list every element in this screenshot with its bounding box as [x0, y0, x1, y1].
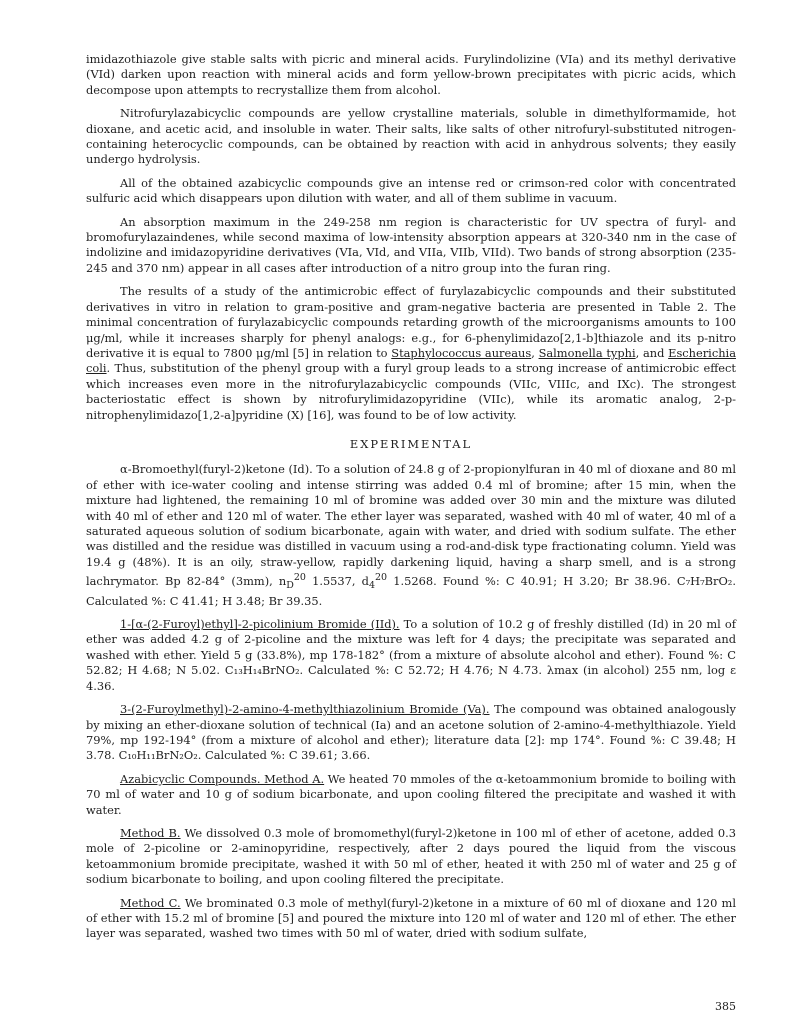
superscript: 20 — [375, 572, 388, 584]
paragraph-uv-spectra: An absorption maximum in the 249-258 nm region is characteristic for UV spectra of furyl- and bromofurylazaindenes, while second maxima of low-intensity absorption appears at 320-340 nm in the case of indolizine and imidazopyridine derivatives (VIa, VId, and VIIa, VIIb, VIId). Two bands of strong absorption (235-245 and 370 nm) appear in all cases after introduction of a nitro group into the furan ring. — [86, 214, 736, 275]
compound-title: 1-[α-(2-Furoyl)ethyl]-2-picolinium Bromide (IId). — [120, 617, 400, 632]
paragraph-picolinium-bromide — [86, 617, 736, 694]
paragraph-salts: imidazothiazole give stable salts with picric and mineral acids. Furylindolizine (VIa) and its methyl derivative (VId) darken upon reaction with mineral acids and form yellow-brown precipitates with picric acids, which decompose upon attempts to recrystallize them from alcohol. — [86, 52, 736, 97]
page-body — [86, 52, 736, 950]
subscript: 4 — [368, 580, 376, 592]
text-run: We brominated 0.3 mole of methyl(furyl-2)ketone in a mixture of 60 ml of dioxane and 120 ml of ether with 15.2 ml of bromine [5] and poured the mixture into 120 ml of water and 120 ml of ether. The ether layer was separated, washed two times with 50 ml of water, dried with sodium sulfate, — [86, 895, 736, 941]
page-number: 385 — [715, 1000, 736, 1013]
method-title: Method B. — [120, 825, 181, 840]
text-run: 1.5268. Found %: C 40.91; H 3.20; Br 38.96. C₇H₇BrO₂. Calculated %: C 41.41; H 3.48; Br 39.35. — [86, 573, 736, 608]
text-run: We dissolved 0.3 mole of bromomethyl(furyl-2)ketone in 100 ml of ether of acetone, added 0.3 mole of 2-picoline or 2-aminopyridine, respectively, after 2 days poured the liquid from the viscous ketoammonium bromide precipitate, washed it with 50 ml of ether, heated it with 250 ml of water and 25 g of sodium bicarbonate to boiling, and upon cooling filtered the precipitate. — [86, 825, 736, 887]
organism-name: Staphylococcus aureaus — [391, 345, 532, 360]
text-run: , and — [635, 345, 669, 360]
text-run: . Thus, substitution of the phenyl group with a furyl group leads to a strong increase of antimicrobic effect which increases even more in the nitrofurylazabicyclic compounds (VIIc, VIIIc, and IXc). The strongest bacteriostatic effect is shown by nitrofurylimidazopyridine (VIIc), while its aromatic analog, 2-p-nitrophenylimidazo[1,2-a]pyridine (X) [16], was found to be of low activity. — [86, 361, 736, 422]
paragraph-bromoethyl-ketone — [86, 462, 736, 609]
text-run: The results of a study of the antimicrobic effect of furylazabicyclic compounds and their substituted derivatives in vitro in relation to gram-positive and gram-negative bacteria are presented in Table 2. The minimal concentration of furylazabicyclic compounds retarding growth of the microorganisms amounts to 100 μg/ml, while it increases sharply for phenyl analogs: e.g., for 6-phenylimidazo[2,1-b]thiazole and its p-nitro derivative it is equal to 7800 μg/ml [5] in relation to — [86, 284, 736, 360]
subscript: D — [286, 580, 294, 592]
compound-title: 3-(2-Furoylmethyl)-2-amino-4-methylthiazolinium Bromide (Va). — [120, 702, 490, 717]
text-run: 1.5537, d — [305, 573, 369, 588]
superscript: 20 — [293, 572, 306, 584]
paragraph-antimicrobic — [86, 284, 736, 423]
text-run: We heated 70 mmoles of the α-ketoammonium bromide to boiling with 70 ml of water and 10 g of sodium bicarbonate, and upon cooling filtered the precipitate and washed it with water. — [86, 771, 736, 817]
section-heading: EXPERIMENTAL — [349, 436, 473, 451]
text-run: To a solution of 10.2 g of freshly distilled (Id) in 20 ml of ether was added 4.2 g of 2-picoline and the mixture was left for 4 days; the precipitate was separated and washed with ether. Yield 5 g (33.8%), mp 178-182° (from a mixture of absolute alcohol and ether). Found %: C 52.82; H 4.68; N 5.02. C₁₃H₁₄BrNO₂. Calculated %: C 52.72; H 4.76; N 4.73. λmax (in alcohol) 255 nm, log ε 4.36. — [86, 617, 736, 693]
paragraph-method-c — [86, 896, 736, 942]
organism-name: Salmonella typhi — [538, 345, 636, 360]
text-run: α-Bromoethyl(furyl-2)ketone (Id). To a solution of 24.8 g of 2-propionylfuran in 40 ml of dioxane and 80 ml of ether with ice-water cooling and intense stirring was added 0.4 ml of bromine; after 15 min, when the mixture had lightened, the remaining 10 ml of bromine was added over 30 min and the mixture was diluted with 40 ml of ether and 120 ml of water. The ether layer was separated, washed with 40 ml of water, 40 ml of a saturated aqueous solution of sodium bicarbonate, again with water, and dried with sodium sulfate. The ether was distilled and the residue was distilled in vacuum using a rod-and-disk type fractionating column. Yield was 19.4 g (48%). It is an oily, straw-yellow, rapidly darkening liquid, having a sharp smell, and is a strong lachrymator. Bp 82-84° (3mm), n — [86, 462, 736, 588]
paragraph-method-a — [86, 772, 736, 818]
text-run: , — [531, 345, 539, 360]
paragraph-thiazolinium-bromide — [86, 702, 736, 764]
paragraph-method-b — [86, 826, 736, 888]
organism-name: Escherichia coli — [86, 345, 736, 376]
paragraph-nitrofuryl: Nitrofurylazabicyclic compounds are yellow crystalline materials, soluble in dimethylformamide, hot dioxane, and acetic acid, and insoluble in water. Their salts, like salts of other nitrofuryl-substituted nitrogen-containing heterocyclic compounds, can be obtained by reaction with acid in anhydrous solvents; they easily undergo hydrolysis. — [86, 106, 736, 167]
method-title: Azabicyclic Compounds. Method A. — [120, 771, 325, 786]
text-run: The compound was obtained analogously by mixing an ether-dioxane solution of technical (Ia) and an acetone solution of 2-amino-4-methylthiazole. Yield 79%, mp 192-194° (from a mixture of alcohol and ether); literature data [2]: mp 174°. Found %: C 39.48; H 3.78. C₁₀H₁₁BrN₂O₂. Calculated %: C 39.61; 3.66. — [86, 702, 736, 763]
paragraph-color-reaction: All of the obtained azabicyclic compounds give an intense red or crimson-red color with concentrated sulfuric acid which disappears upon dilution with water, and all of them sublime in vacuum. — [86, 175, 736, 206]
method-title: Method C. — [120, 895, 181, 910]
